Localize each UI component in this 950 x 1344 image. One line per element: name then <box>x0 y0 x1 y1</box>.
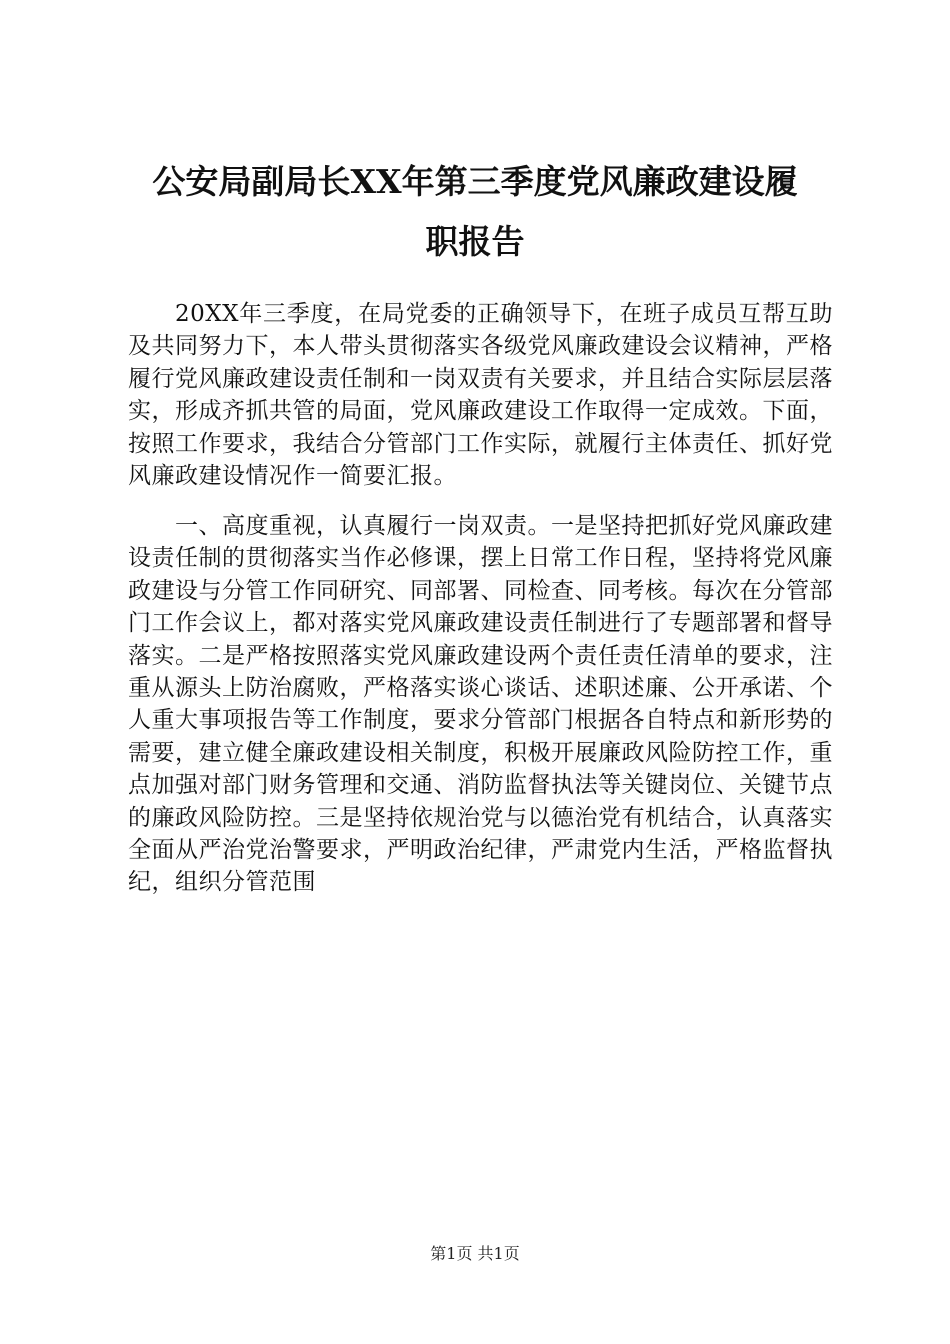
document-title-line-2: 职报告 <box>425 222 525 261</box>
body-paragraph-section-1: 一、高度重视，认真履行一岗双责。一是坚持把抓好党风廉政建设责任制的贯彻落实当作必修课，摆上日常工作日程，坚持将党风廉政建设与分管工作同研究、同部署、同检查、同考核。每次在分管部门工作会议上，都对落实党风廉政建设责任制进行了专题部署和督导落实。二是严格按照落实党风廉政建设两个责任责任清单的要求，注重从源头上防治腐败，严格落实谈心谈话、述职述廉、公开承诺、个人重大事项报告等工作制度，要求分管部门根据各自特点和新形势的需要，建立健全廉政建设相关制度，积极开展廉政风险防控工作，重点加强对部门财务管理和交通、消防监督执法等关键岗位、关键节点的廉政风险防控。三是坚持依规治党与以德治党有机结合，认真落实全面从严治党治警要求，严明政治纪律，严肃党内生活，严格监督执纪，组织分管范围 <box>128 513 833 896</box>
body-paragraph-intro: 20XX年三季度，在局党委的正确领导下，在班子成员互帮互助及共同努力下，本人带头贯彻落实各级党风廉政建设会议精神，严格履行党风廉政建设责任制和一岗双责有关要求，并且结合实际层层落实，形成齐抓共管的局面，党风廉政建设工作取得一定成效。下面，按照工作要求，我结合分管部门工作实际，就履行主体责任、抓好党风廉政建设情况作一简要汇报。 <box>128 301 833 490</box>
page-number-footer: 第1页 共1页 <box>430 1244 520 1263</box>
document-title-line-1: 公安局副局长XX年第三季度党风廉政建设履 <box>152 162 798 201</box>
